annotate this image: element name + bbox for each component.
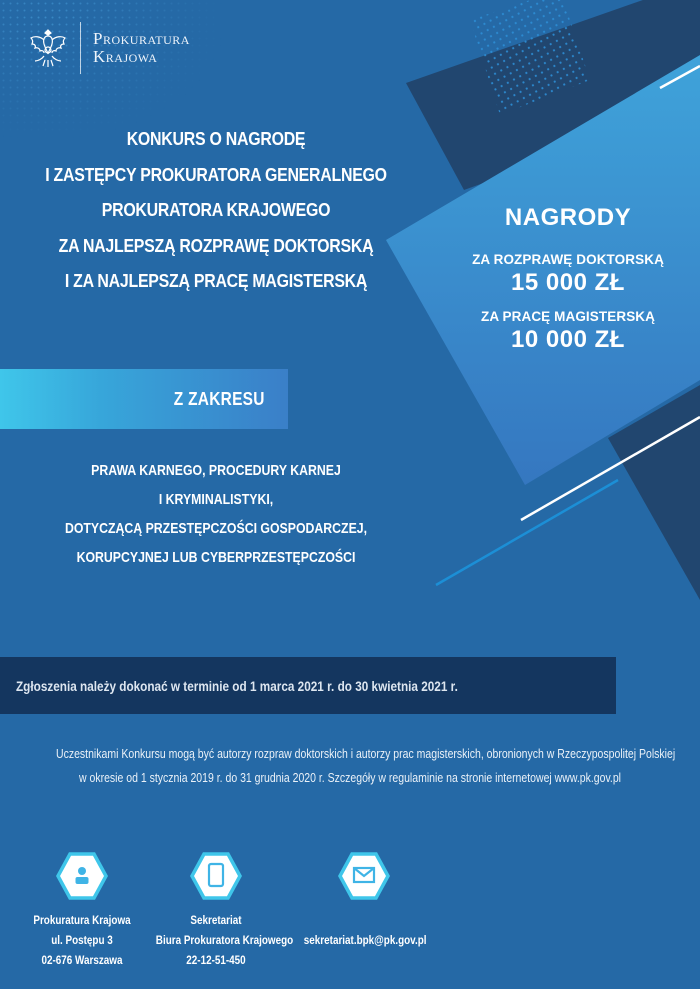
prizes-heading: NAGRODY [504, 204, 632, 231]
hexagon-badge [56, 852, 108, 900]
info-line: w okresie od 1 stycznia 2019 r. do 31 grudnia 2020 r. Szczegóły w regulaminie na stronie internetowej www.pk.gov.pl [78, 771, 622, 785]
phone-icon [190, 852, 242, 900]
contact-address [12, 852, 152, 971]
contact-phone [146, 852, 294, 971]
org-name-line2: Krajowa [93, 47, 158, 66]
deadline-bar [0, 657, 616, 714]
contact-address-line: Prokuratura Krajowa [33, 915, 131, 927]
prize-amount-doctoral: 15 000 ZŁ [511, 269, 625, 296]
contact-phone-line: Sekretariat [190, 915, 242, 927]
scope-label: Z ZAKRESU [173, 388, 265, 409]
scope-line: DOTYCZĄCĄ PRZESTĘPCZOŚCI GOSPODARCZEJ, [64, 520, 368, 537]
contact-email-address[interactable]: sekretariat.bpk@pk.gov.pl [303, 935, 427, 947]
title-line: KONKURS O NAGRODĘ [126, 128, 306, 149]
org-name [93, 30, 190, 66]
prize-category-master: ZA PRACĘ MAGISTERSKĄ [480, 309, 655, 324]
header-logo [28, 22, 190, 74]
contact-phone-number[interactable]: 22-12-51-450 [186, 955, 246, 967]
eagle-emblem-icon [28, 26, 68, 70]
prize-category-doctoral: ZA ROZPRAWĘ DOKTORSKĄ [472, 252, 664, 267]
prizes-panel [446, 200, 690, 354]
scope-banner-label [0, 369, 288, 429]
contact-address-line: 02-676 Warszawa [41, 955, 123, 967]
title-line: I ZASTĘPCY PROKURATORA GENERALNEGO [45, 163, 387, 185]
info-line: Uczestnikami Konkursu mogą być autorzy rozpraw doktorskich i autorzy prac magisterskich, obronionych w Rzeczypospolitej Polskiej [56, 747, 676, 761]
org-name-line1: Prokuratura [93, 29, 190, 48]
prize-amount-master: 10 000 ZŁ [511, 326, 625, 353]
hexagon-badge [338, 852, 390, 900]
title-line: ZA NAJLEPSZĄ ROZPRAWĘ DOKTORSKĄ [58, 234, 374, 256]
scope-line: PRAWA KARNEGO, PROCEDURY KARNEJ [91, 462, 341, 479]
hexagon-badge [190, 852, 242, 900]
contest-title [0, 121, 432, 299]
contact-email [294, 852, 434, 951]
person-icon [56, 852, 108, 900]
scope-line: I KRYMINALISTYKI, [158, 491, 274, 508]
contact-address-line: ul. Postępu 3 [51, 935, 113, 947]
envelope-icon [338, 852, 390, 900]
deadline-text: Zgłoszenia należy dokonać w terminie od 1 marca 2021 r. do 30 kwietnia 2021 r. [16, 677, 458, 694]
eligibility-info [0, 742, 700, 790]
scope-line: KORUPCYJNEJ LUB CYBERPRZESTĘPCZOŚCI [76, 549, 356, 566]
contact-phone-line: Biura Prokuratora Krajowego [155, 935, 294, 947]
logo-divider [80, 22, 81, 74]
title-line: I ZA NAJLEPSZĄ PRACĘ MAGISTERSKĄ [64, 270, 368, 291]
scope-description [0, 456, 432, 572]
title-line: PROKURATORA KRAJOWEGO [101, 199, 331, 220]
